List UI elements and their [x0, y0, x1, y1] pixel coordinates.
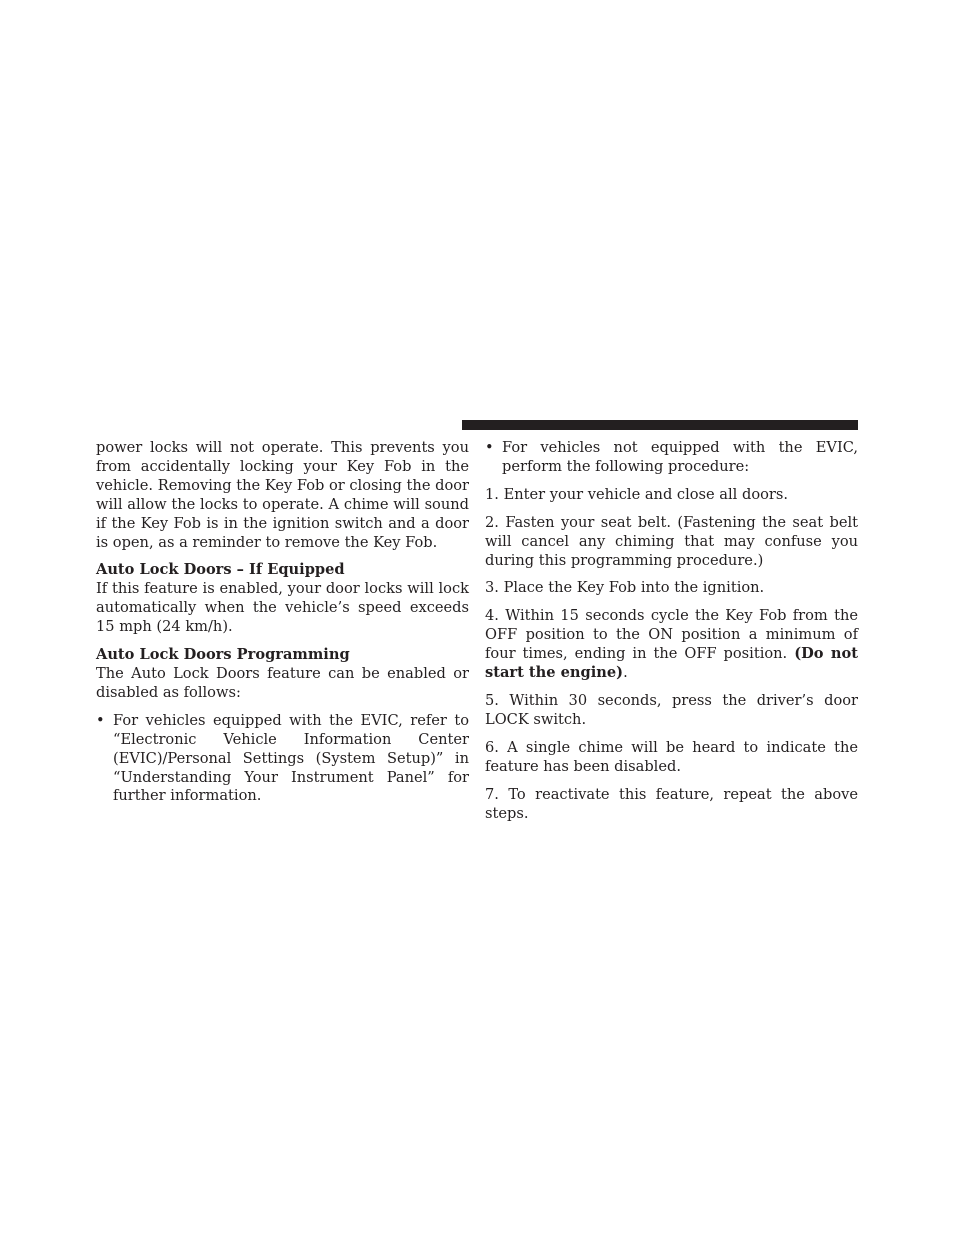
step-4	[485, 607, 858, 683]
auto-lock-paragraph: If this feature is enabled, your door locks will lock automatically when the vehicle’s speed exceeds 15 mph (24 km/h).	[96, 580, 469, 636]
step-1: 1. Enter your vehicle and close all doors.	[485, 485, 789, 503]
left-column	[96, 439, 469, 806]
programming-paragraph: The Auto Lock Doors feature can be enabled or disabled as follows:	[96, 664, 469, 701]
right-column	[485, 439, 858, 823]
step-4-end: .	[623, 664, 628, 682]
programming-heading: Auto Lock Doors Programming	[96, 646, 350, 664]
step-6: 6. A single chime will be heard to indicate the feature has been disabled.	[485, 738, 858, 775]
bullet-icon: •	[96, 711, 105, 729]
step-4-text: 4. Within 15 seconds cycle the Key Fob from the OFF position to the ON position a minimum of four times, ending in the OFF position.	[485, 607, 858, 663]
bullet-evic	[96, 712, 469, 807]
bullet-icon: •	[485, 439, 494, 456]
step-2: 2. Fasten your seat belt. (Fastening the seat belt will cancel any chiming that may confuse you during this programming procedure.)	[485, 513, 858, 569]
intro-paragraph: power locks will not operate. This prevents you from accidentally locking your Key Fob in the vehicle. Removing the Key Fob or closing the door will allow the locks to operate. A chime will sound if the Key Fob is in the ignition switch and a door is open, as a reminder to remove the Key Fob.	[96, 439, 469, 551]
step-7: 7. To reactivate this feature, repeat the above steps.	[485, 785, 858, 822]
procedure-steps	[485, 486, 858, 824]
step-3: 3. Place the Key Fob into the ignition.	[485, 579, 765, 597]
bullet-no-evic	[485, 439, 858, 477]
bullet-evic-text: For vehicles equipped with the EVIC, refer to “Electronic Vehicle Information Center (EVIC)/Personal Settings (System Setup)” in “Understanding Your Instrument Panel” for further information.	[113, 711, 469, 805]
bullet-no-evic-text: For vehicles not equipped with the EVIC, perform the following procedure:	[502, 439, 858, 475]
step-5: 5. Within 30 seconds, press the driver’s door LOCK switch.	[485, 691, 858, 728]
section-header-bar	[462, 420, 858, 430]
step-4-warning: (Do not start the engine)	[485, 645, 858, 682]
auto-lock-heading: Auto Lock Doors – If Equipped	[96, 561, 345, 579]
